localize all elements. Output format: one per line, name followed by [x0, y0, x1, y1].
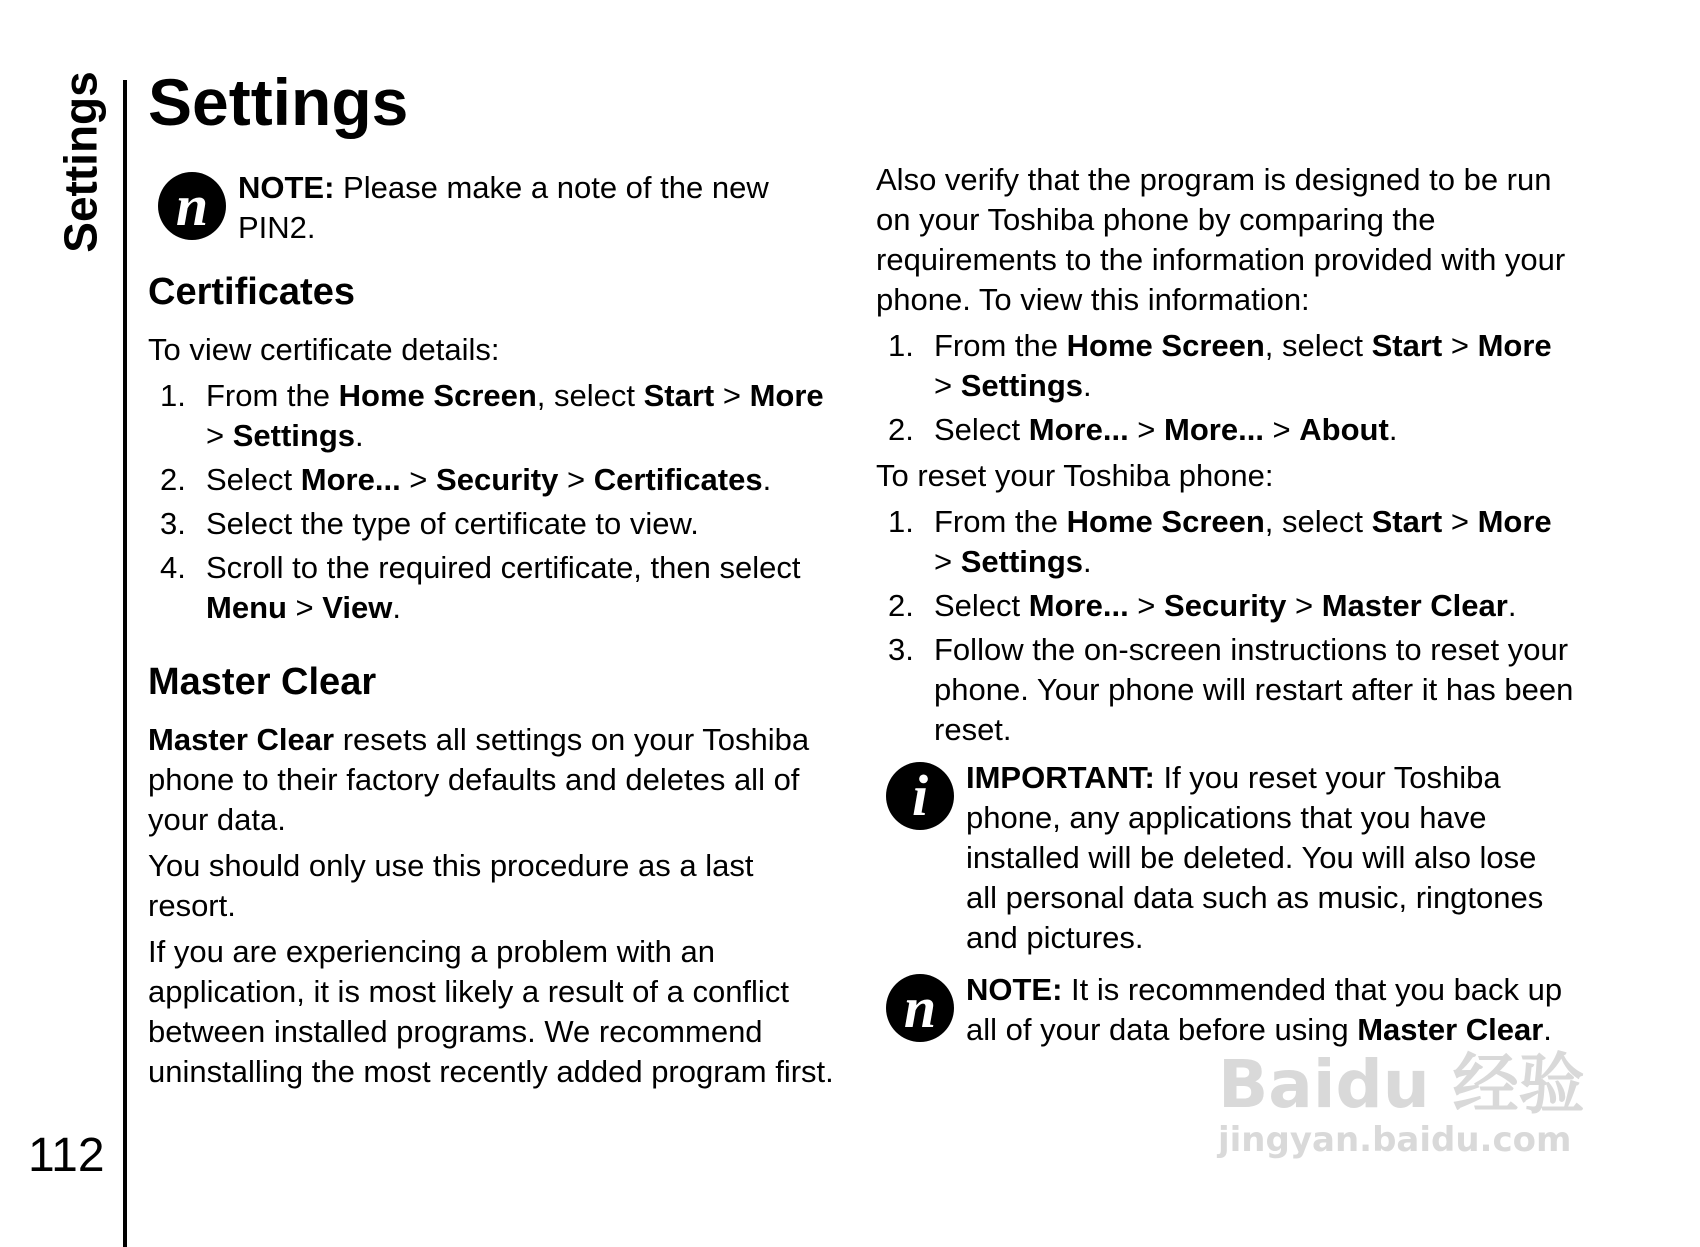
side-tab [56, 72, 106, 252]
page-number: 112 [28, 1129, 105, 1182]
verify-paragraph: Also verify that the program is designed to be run on your Toshiba phone by comparing the requirements to the information provided with your phone. To view this information: [876, 162, 1566, 317]
step-number: 1. [160, 378, 186, 413]
watermark-brand: Baidu 经验 [1218, 1046, 1585, 1123]
step-item: 2. Select More... > More... > About. [876, 410, 1576, 450]
step-item: 2. Select More... > Security > Certificates. [148, 460, 838, 500]
certificates-steps [148, 376, 838, 628]
master-clear-paragraph-2: You should only use this procedure as a last resort. [148, 848, 754, 923]
step-item: 4. Scroll to the required certificate, then select Menu > View. [160, 550, 801, 625]
reset-steps [876, 502, 1576, 750]
right-column [876, 160, 1576, 1062]
note-icon: n [158, 172, 226, 240]
master-clear-heading: Master Clear [148, 661, 377, 703]
important-text: IMPORTANT: If you reset your Toshiba phone, any applications that you have installed will be deleted. You will also lose all personal data such as music, ringtones and pictures. [966, 760, 1544, 955]
step-item: 2. Select More... > Security > Master Clear. [876, 586, 1576, 626]
step-number: 2. [888, 588, 914, 623]
note-callout-2 [876, 970, 1576, 1050]
about-steps [876, 326, 1576, 450]
step-item: 1. From the Home Screen, select Start > More > Settings. [888, 328, 1552, 403]
step-number: 3. [888, 632, 914, 667]
left-column [148, 160, 838, 1098]
step-item: 1. From the Home Screen, select Start > More > Settings. [888, 504, 1552, 579]
note-label-2: NOTE: [966, 972, 1063, 1007]
info-icon: i [886, 762, 954, 830]
important-callout [876, 758, 1576, 958]
watermark [1218, 1046, 1585, 1160]
step-number: 2. [888, 412, 914, 447]
certificates-heading: Certificates [148, 271, 355, 313]
step-item: 3. Follow the on-screen instructions to reset your phone. Your phone will restart after it has been reset. [888, 632, 1574, 747]
note-text-2: NOTE: It is recommended that you back up all of your data before using Master Clear. [966, 972, 1563, 1047]
step-item: 3. Select the type of certificate to view. [148, 504, 838, 544]
page-title: Settings [148, 65, 409, 139]
step-number: 3. [160, 506, 186, 541]
step-number: 4. [160, 550, 186, 585]
step-number: 2. [160, 462, 186, 497]
step-item: 1. From the Home Screen, select Start > More > Settings. [160, 378, 824, 453]
master-clear-paragraph-1: Master Clear resets all settings on your Toshiba phone to their factory defaults and deletes all of your data. [148, 722, 810, 837]
note-icon-2: n [886, 974, 954, 1042]
watermark-url: jingyan.baidu.com [1218, 1120, 1572, 1160]
reset-intro: To reset your Toshiba phone: [876, 458, 1274, 493]
vertical-rule [123, 80, 127, 1247]
step-number: 1. [888, 504, 914, 539]
master-clear-paragraph-3: If you are experiencing a problem with an application, it is most likely a result of a conflict between installed programs. We recommend uninstalling the most recently added program first. [148, 934, 834, 1089]
important-label: IMPORTANT: [966, 760, 1155, 795]
note-text: NOTE: Please make a note of the new PIN2. [238, 170, 769, 245]
side-tab-label: Settings [55, 71, 107, 253]
certificates-intro: To view certificate details: [148, 332, 500, 367]
note-callout [148, 168, 838, 248]
note-label: NOTE: [238, 170, 335, 205]
step-number: 1. [888, 328, 914, 363]
